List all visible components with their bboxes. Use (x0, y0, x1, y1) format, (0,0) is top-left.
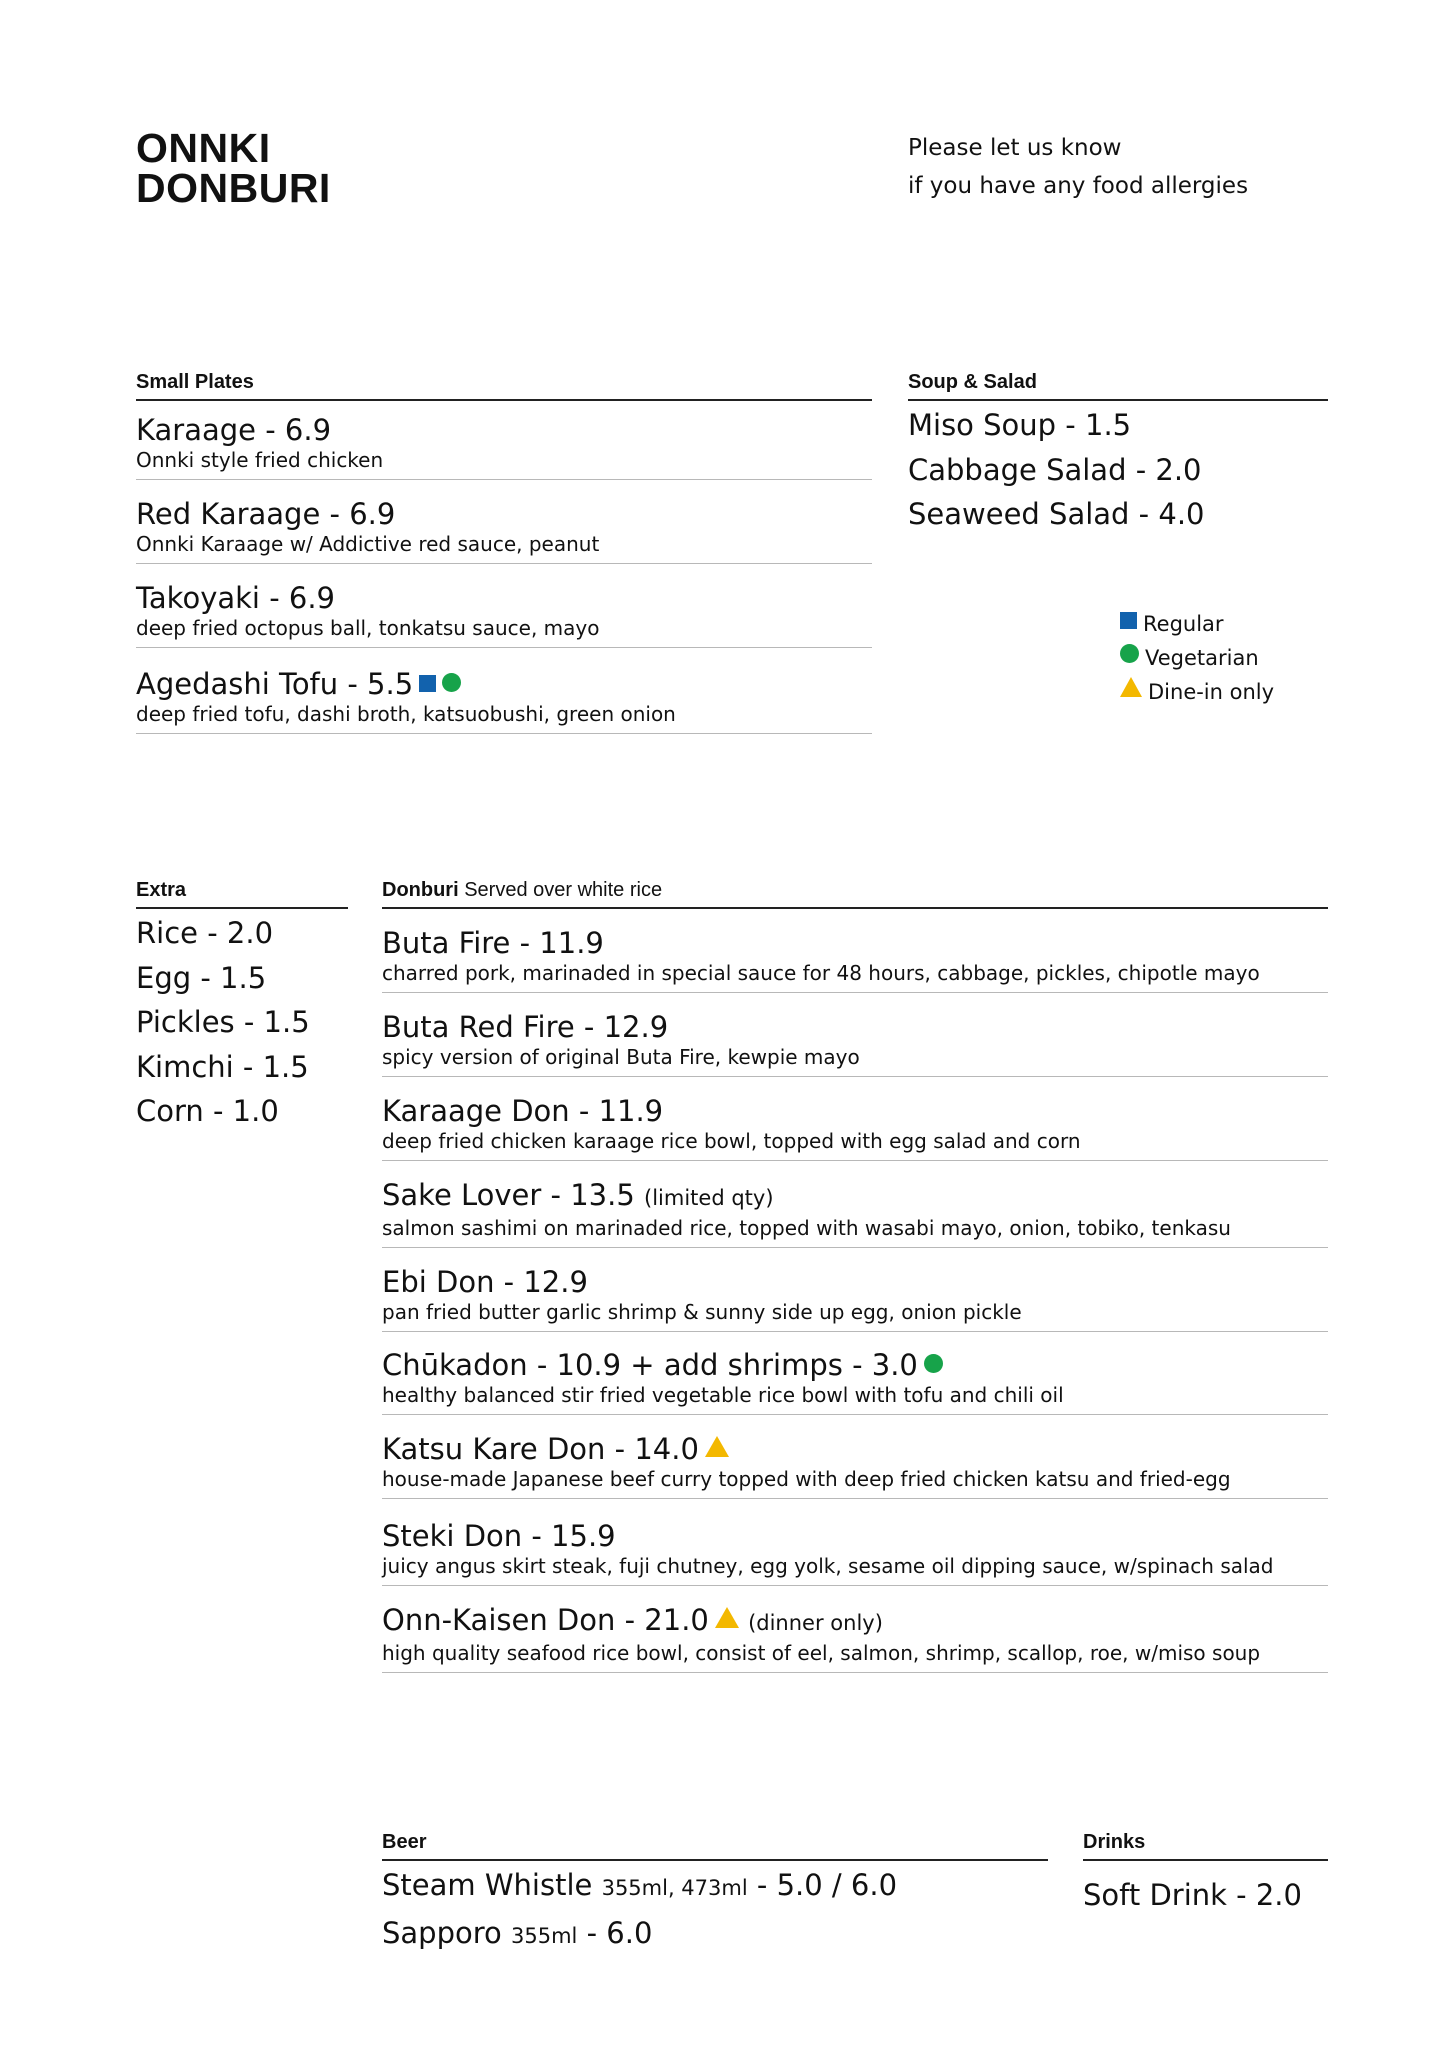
menu-item (382, 993, 1328, 1077)
item-desc: juicy angus skirt steak, fuji chutney, egg yolk, sesame oil dipping sauce, w/spinach salad (382, 1554, 1274, 1578)
drinks-header: Drinks (1083, 1830, 1328, 1861)
allergy-notice (908, 129, 1248, 205)
beer-price: - 6.0 (586, 1915, 653, 1950)
dine-in-triangle-icon (715, 1607, 739, 1628)
logo-line-1: ONNKI (136, 125, 271, 171)
donburi-section (382, 878, 1328, 1673)
allergy-line-2: if you have any food allergies (908, 173, 1249, 199)
list-item: Miso Soup - 1.5 (908, 408, 1132, 442)
item-name: Onn-Kaisen Don - 21.0 (382, 1603, 709, 1637)
list-item: Soft Drink - 2.0 (1083, 1878, 1302, 1912)
item-name: Karaage Don - 11.9 (382, 1094, 664, 1128)
list-item: Kimchi - 1.5 (136, 1049, 309, 1084)
item-note: (limited qty) (644, 1186, 774, 1210)
item-name: Steki Don - 15.9 (382, 1519, 616, 1553)
vegetarian-circle-icon (442, 673, 461, 692)
item-name: Chūkadon - 10.9 (382, 1348, 622, 1382)
dine-in-triangle-icon (705, 1436, 729, 1457)
item-desc: high quality seafood rice bowl, consist of eel, salmon, shrimp, scallop, roe, w/miso soup (382, 1641, 1261, 1665)
restaurant-logo (136, 125, 331, 211)
item-desc: Onnki style fried chicken (136, 448, 384, 472)
menu-item (382, 1499, 1328, 1586)
extra-header: Extra (136, 878, 348, 909)
menu-item (382, 1332, 1328, 1415)
beer-header: Beer (382, 1830, 1048, 1861)
drinks-list (1083, 1861, 1328, 1918)
list-item: Cabbage Salad - 2.0 (908, 452, 1202, 487)
soup-salad-header: Soup & Salad (908, 370, 1328, 401)
item-name: Sake Lover - 13.5 (382, 1178, 635, 1212)
legend-vegetarian: Vegetarian (1120, 641, 1274, 675)
item-desc: Onnki Karaage w/ Addictive red sauce, peanut (136, 532, 600, 556)
item-desc: pan fried butter garlic shrimp & sunny side up egg, onion pickle (382, 1300, 1022, 1324)
list-item: Rice - 2.0 (136, 916, 274, 950)
logo-line-2: DONBURI (136, 165, 331, 211)
item-name-row (382, 1603, 1328, 1640)
extra-list (136, 909, 348, 1134)
item-desc: salmon sashimi on marinaded rice, topped with wasabi mayo, onion, tobiko, tenkasu (382, 1216, 1231, 1240)
list-item: Seaweed Salad - 4.0 (908, 497, 1205, 531)
item-name: Red Karaage - 6.9 (136, 497, 396, 531)
beer-size: 355ml, 473ml (601, 1876, 748, 1900)
small-plates-header: Small Plates (136, 370, 872, 401)
beer-list (382, 1861, 1048, 1958)
item-desc: deep fried octopus ball, tonkatsu sauce, mayo (136, 616, 600, 640)
item-name: Katsu Kare Don - 14.0 (382, 1432, 699, 1466)
menu-item (382, 1415, 1328, 1499)
beer-price: - 5.0 / 6.0 (756, 1868, 898, 1902)
item-desc: house-made Japanese beef curry topped with deep fried chicken katsu and fried-egg (382, 1467, 1231, 1491)
item-name-row (382, 1178, 1328, 1215)
donburi-header (382, 878, 1328, 909)
menu-item (136, 648, 872, 734)
menu-item (382, 1077, 1328, 1161)
menu-item (136, 401, 872, 480)
soup-salad-section (908, 370, 1328, 537)
menu-item (382, 909, 1328, 993)
donburi-title: Donburi (382, 879, 459, 901)
vegetarian-circle-icon (1120, 644, 1139, 663)
menu-item (382, 1161, 1328, 1248)
item-desc: healthy balanced stir fried vegetable rice bowl with tofu and chili oil (382, 1383, 1064, 1407)
item-name: Karaage - 6.9 (136, 413, 332, 447)
beer-name: Sapporo (382, 1915, 502, 1950)
vegetarian-circle-icon (924, 1354, 943, 1373)
item-name-row (136, 667, 872, 701)
drinks-section (1083, 1830, 1328, 1918)
beer-section (382, 1830, 1048, 1958)
beer-size: 355ml (511, 1923, 578, 1948)
extra-section (136, 878, 348, 1134)
beer-name: Steam Whistle (382, 1868, 593, 1902)
donburi-subtitle: Served over white rice (464, 879, 663, 901)
menu-item (382, 1248, 1328, 1332)
small-plates-section (136, 370, 872, 734)
item-name: Buta Red Fire - 12.9 (382, 1010, 669, 1044)
legend-regular: Regular (1120, 607, 1274, 641)
list-item (382, 1911, 1048, 1959)
dine-in-triangle-icon (1120, 677, 1142, 697)
item-note: (dinner only) (748, 1611, 883, 1635)
list-item: Corn - 1.0 (136, 1094, 279, 1128)
item-name: Takoyaki - 6.9 (136, 581, 335, 615)
dietary-legend (1120, 607, 1274, 709)
allergy-line-1: Please let us know (908, 135, 1122, 161)
menu-item (382, 1586, 1328, 1673)
regular-square-icon (419, 675, 436, 692)
item-name-row (382, 1348, 1328, 1382)
item-name: Buta Fire - 11.9 (382, 926, 604, 960)
item-name: Agedashi Tofu - 5.5 (136, 667, 414, 701)
legend-dine-in: Dine-in only (1120, 675, 1274, 709)
menu-item (136, 564, 872, 648)
menu-item (136, 480, 872, 564)
item-desc: deep fried chicken karaage rice bowl, topped with egg salad and corn (382, 1129, 1081, 1153)
list-item: Pickles - 1.5 (136, 1005, 310, 1039)
item-desc: spicy version of original Buta Fire, kewpie mayo (382, 1045, 860, 1069)
item-name: Ebi Don - 12.9 (382, 1265, 588, 1299)
item-desc: charred pork, marinaded in special sauce for 48 hours, cabbage, pickles, chipotle mayo (382, 961, 1260, 985)
item-name-row (382, 1432, 1328, 1466)
item-addon: + add shrimps - 3.0 (630, 1348, 918, 1382)
list-item: Egg - 1.5 (136, 960, 267, 995)
soup-salad-list (908, 401, 1328, 537)
regular-square-icon (1120, 612, 1137, 629)
item-desc: deep fried tofu, dashi broth, katsuobushi, green onion (136, 702, 676, 726)
list-item (382, 1863, 1048, 1911)
